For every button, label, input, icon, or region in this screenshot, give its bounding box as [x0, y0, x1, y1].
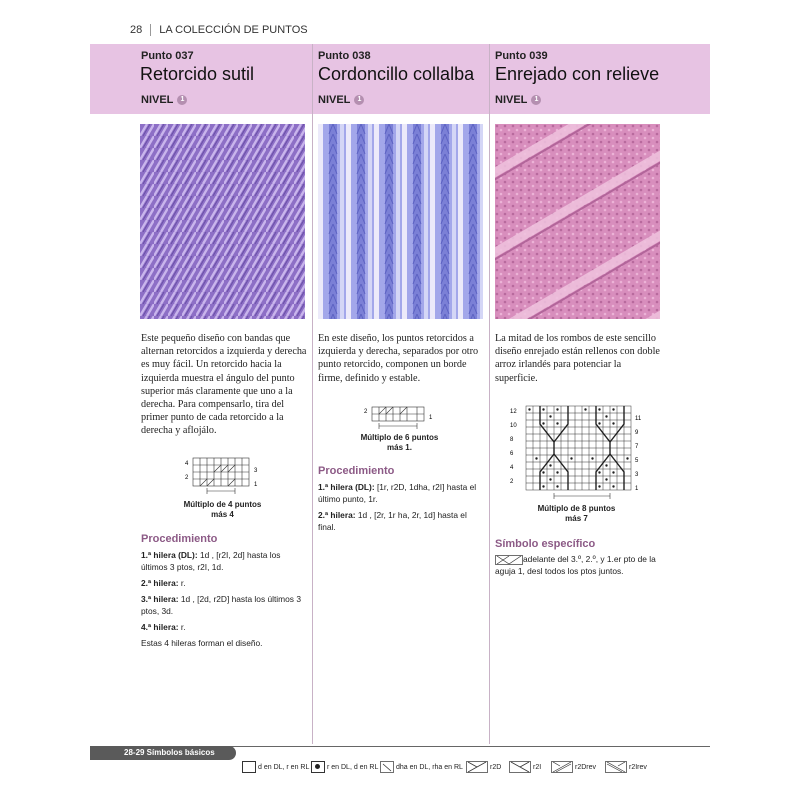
section-title: LA COLECCIÓN DE PUNTOS: [159, 24, 308, 36]
chart-row-label: 12: [510, 409, 517, 415]
level-indicator: [495, 94, 541, 106]
level-icon: 1: [354, 95, 364, 105]
twisted-stitch-icon: [380, 761, 394, 773]
chart-row-label: 4: [510, 465, 514, 471]
chart-row-label: 2: [510, 479, 514, 485]
step-text: Estas 4 hileras forman el diseño.: [141, 638, 263, 648]
r2d-symbol-icon: [466, 761, 488, 773]
procedure-step: [141, 621, 307, 633]
step-text: 1d , [2r, 1r ha, 2r, 1d] hasta el final.: [318, 510, 467, 532]
stitch-name: Cordoncillo collalba: [318, 64, 475, 84]
chart-row-label: 3: [254, 468, 258, 474]
step-text: [1r, r2D, 1dha, r2I] hasta el último punto, 1r.: [318, 482, 477, 504]
procedure-heading: Procedimiento: [141, 533, 218, 545]
column-divider: [489, 44, 490, 744]
legend-label: r en DL, d en RL: [327, 763, 379, 771]
level-label: NIVEL: [495, 94, 528, 106]
multiple-note: [160, 500, 285, 520]
multiple-line: Múltiplo de 6 puntos: [360, 433, 439, 442]
chart-row-label: 1: [254, 482, 258, 488]
step-label: 4.ª hilera:: [141, 622, 179, 632]
step-label: 1.ª hilera (DL):: [141, 550, 198, 560]
footer-tab: 28-29 Símbolos básicos: [90, 746, 236, 760]
multiple-line: más 4: [211, 510, 234, 519]
knit-symbol-icon: [242, 761, 256, 773]
multiple-line: más 7: [565, 514, 588, 523]
level-label: NIVEL: [141, 94, 174, 106]
procedure-step: [141, 593, 307, 617]
chart-row-label: 1: [635, 486, 639, 492]
page-number: 28: [130, 24, 143, 36]
stitch-code: Punto 039: [495, 50, 548, 62]
level-indicator: [318, 94, 364, 106]
legend-item: [380, 761, 463, 773]
procedure-heading: Procedimiento: [318, 465, 395, 477]
stitch-chart: [508, 404, 650, 502]
step-label: 2.ª hilera:: [141, 578, 179, 588]
legend-label: r2I: [533, 763, 542, 771]
chart-row-label: 8: [510, 437, 514, 443]
purl-symbol-icon: [311, 761, 325, 773]
step-label: 1.ª hilera (DL):: [318, 482, 375, 492]
chart-row-label: 2: [364, 409, 368, 415]
r2i-symbol-icon: [509, 761, 531, 773]
header-divider: [150, 24, 151, 36]
stitch-description: Este pequeño diseño con bandas que alternan retorcidos a izquierda y derecha es muy fácil. Un retorcido hacia la izquierda muestra el ángulo del punto superior más claramente que uno a la derecha. Para compensarlo, tira del primer punto de cada retorcido a la derecha y aflojálo.: [141, 333, 307, 437]
step-text: 1d , [2d, r2D] hasta los últimos 3 ptos, 3d.: [141, 594, 301, 616]
stitch-chart: [362, 404, 436, 432]
step-label: 2.ª hilera:: [318, 510, 356, 520]
symbol-description: [495, 553, 665, 577]
stitch-code: Punto 038: [318, 50, 371, 62]
procedure-step: [318, 481, 478, 505]
legend-item: [509, 761, 541, 773]
chart-row-label: 10: [510, 423, 517, 429]
stitch-code: Punto 037: [141, 50, 194, 62]
chart-row-label: 4: [185, 461, 189, 467]
legend-label: r2D: [490, 763, 502, 771]
procedure-steps: [141, 549, 307, 653]
level-indicator: [141, 94, 187, 106]
multiple-line: Múltiplo de 8 puntos: [537, 504, 616, 513]
swatch-photo: [495, 124, 660, 319]
procedure-step: [141, 549, 307, 573]
r2drev-symbol-icon: [551, 761, 573, 773]
multiple-line: más 1.: [387, 443, 412, 452]
step-text: r.: [178, 622, 186, 632]
legend-label: dha en DL, rha en RL: [396, 763, 463, 771]
symbol-heading: Símbolo específico: [495, 538, 596, 550]
legend-item: [605, 761, 647, 773]
procedure-steps: [318, 481, 478, 537]
stitch-description: La mitad de los rombos de este sencillo diseño enrejado están rellenos con doble arroz irlandés para potenciar la superficie.: [495, 333, 660, 384]
step-text: r.: [178, 578, 186, 588]
chart-row-label: 7: [635, 444, 639, 450]
multiple-line: Múltiplo de 4 puntos: [183, 500, 262, 509]
stitch-name: Enrejado con relieve: [495, 64, 660, 84]
level-icon: 1: [531, 95, 541, 105]
stitch-name: Retorcido sutil: [140, 64, 255, 84]
legend-item: [242, 761, 309, 773]
chart-row-label: 1: [429, 415, 433, 421]
legend-label: r2Irev: [629, 763, 647, 771]
level-icon: 1: [177, 95, 187, 105]
step-text: 1d , [r2I, 2d] hasta los últimos 3 ptos, r2I, 1d.: [141, 550, 281, 572]
swatch-photo: [318, 124, 483, 319]
r2irev-symbol-icon: [605, 761, 627, 773]
chart-row-label: 11: [635, 416, 642, 422]
stitch-description: En este diseño, los puntos retorcidos a izquierda y derecha, separados por otro punto retorcido, componen un borde firme, definido y estable.: [318, 333, 479, 384]
procedure-step: [141, 577, 307, 589]
multiple-note: [514, 504, 639, 524]
legend-item: [551, 761, 596, 773]
chart-row-label: 6: [510, 451, 514, 457]
step-label: 3.ª hilera:: [141, 594, 179, 604]
level-label: NIVEL: [318, 94, 351, 106]
legend-label: d en DL, r en RL: [258, 763, 310, 771]
procedure-step: [318, 509, 478, 533]
chart-row-label: 5: [635, 458, 639, 464]
procedure-step: [141, 637, 307, 649]
chart-row-label: 3: [635, 472, 639, 478]
legend-item: [466, 761, 501, 773]
legend-label: r2Drev: [575, 763, 597, 771]
column-divider: [312, 44, 313, 744]
cable-symbol-icon: [495, 555, 523, 565]
stitch-chart: [183, 456, 261, 496]
swatch-photo: [140, 124, 305, 319]
legend-item: [311, 761, 378, 773]
chart-row-label: 9: [635, 430, 639, 436]
symbol-text: adelante del 3.º, 2.º, y 1.er pto de la aguja 1, desl todos los ptos juntos.: [495, 554, 656, 576]
chart-row-label: 2: [185, 475, 189, 481]
multiple-note: [337, 433, 462, 453]
running-header: [130, 24, 308, 36]
